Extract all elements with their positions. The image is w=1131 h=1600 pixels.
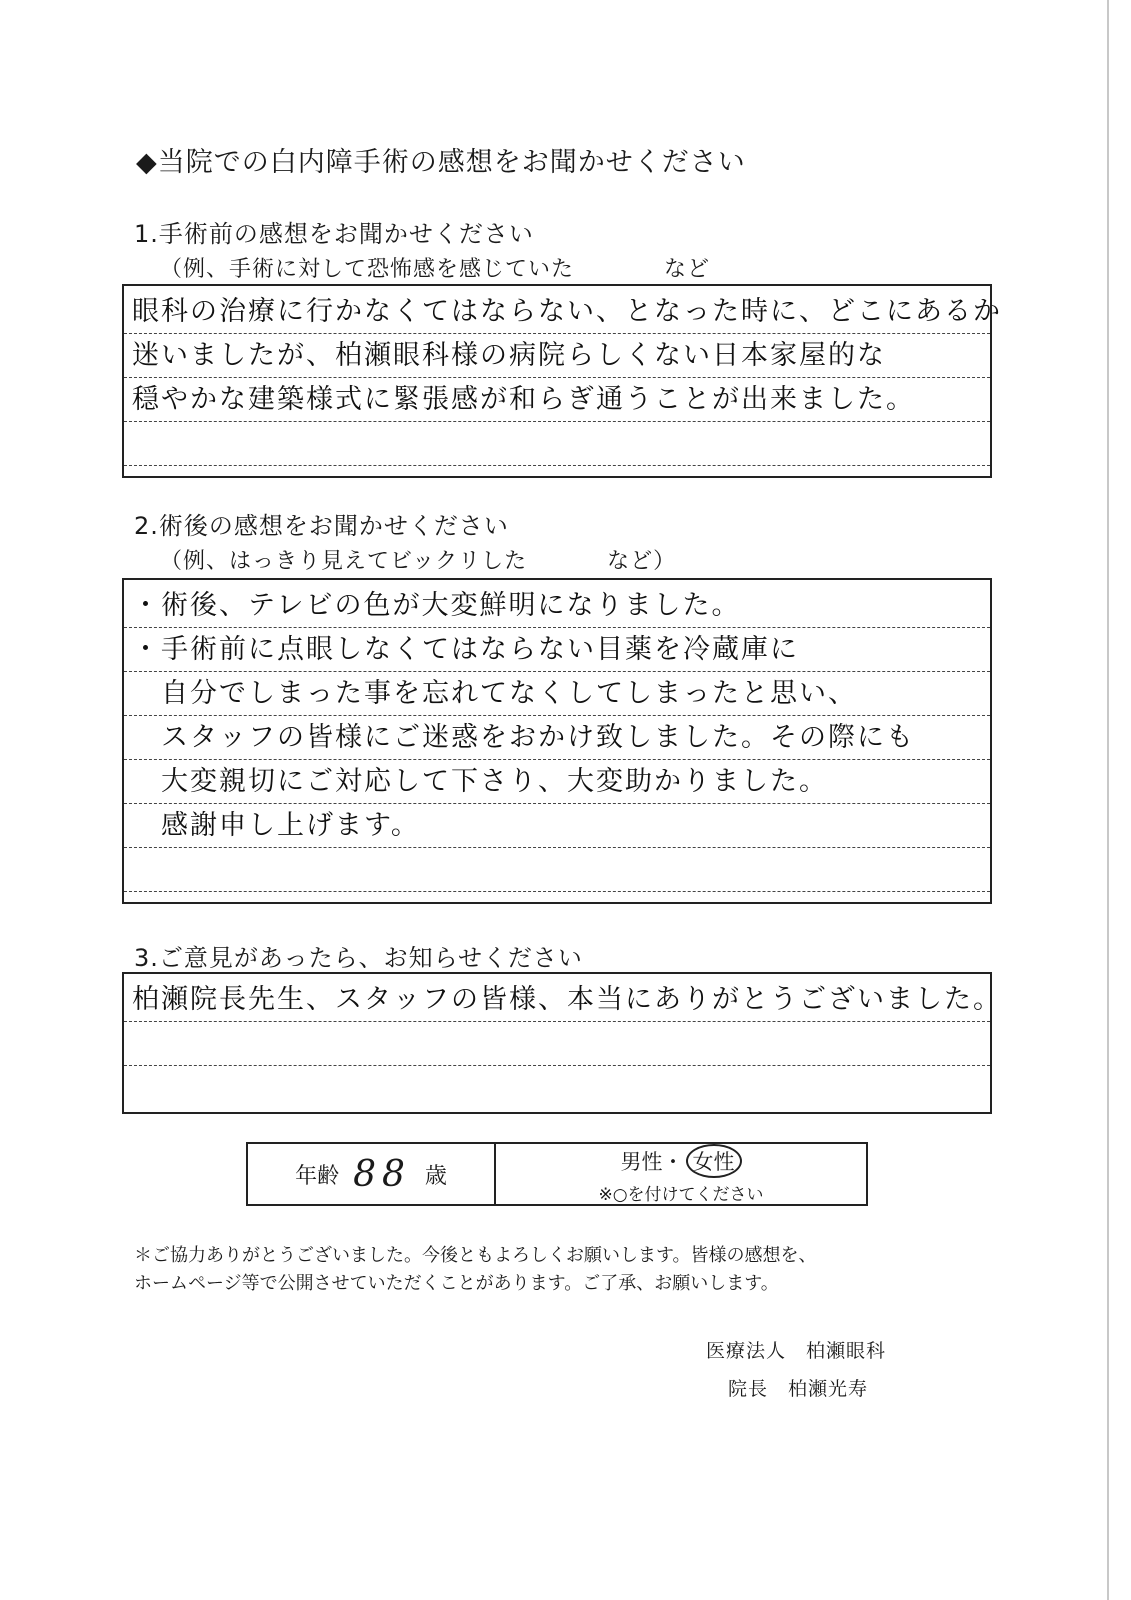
page-edge bbox=[1107, 0, 1109, 1600]
answer-line: 眼科の治療に行かなくてはならない、となった時に、どこにあるか bbox=[124, 290, 990, 334]
gender-cell bbox=[496, 1144, 866, 1204]
question-2-example-text: （例、はっきり見えてビックリした bbox=[160, 549, 528, 574]
answer-line: ・術後、テレビの色が大変鮮明になりました。 bbox=[124, 584, 990, 628]
question-1-answer-box[interactable] bbox=[122, 284, 1002, 478]
answer-line bbox=[124, 848, 990, 892]
gender-instruction: ※○を付けてください bbox=[598, 1184, 764, 1205]
age-value[interactable]: 88 bbox=[353, 1153, 411, 1195]
question-2-example-end: など） bbox=[607, 549, 677, 574]
answer-line bbox=[124, 1066, 990, 1110]
question-1-example-end: など bbox=[664, 257, 711, 282]
question-2-title: 2.術後の感想をお聞かせください bbox=[134, 512, 509, 540]
director-name: 院長 柏瀬光寿 bbox=[728, 1378, 869, 1400]
age-label: 年齢 bbox=[295, 1163, 340, 1189]
clinic-name: 医療法人 柏瀬眼科 bbox=[706, 1340, 887, 1362]
page-title: ◆当院での白内障手術の感想をお聞かせください bbox=[136, 147, 746, 178]
question-3-title: 3.ご意見があったら、お知らせください bbox=[134, 944, 583, 972]
respondent-info-table bbox=[246, 1142, 868, 1206]
gender-option-male[interactable]: 男性・ bbox=[620, 1149, 684, 1174]
answer-line bbox=[124, 422, 990, 466]
question-3-answer-box[interactable] bbox=[122, 972, 1002, 1114]
gender-option-female-selected[interactable]: 女性 bbox=[686, 1144, 742, 1178]
footer-note-line: ホームページ等で公開させていただくことがあります。ご了承、お願いします。 bbox=[134, 1273, 779, 1294]
answer-line: 迷いましたが、柏瀬眼科様の病院らしくない日本家屋的な bbox=[124, 334, 990, 378]
question-1-example-text: （例、手術に対して恐怖感を感じていた bbox=[160, 257, 575, 282]
answer-line: ・手術前に点眼しなくてはならない目薬を冷蔵庫に bbox=[124, 628, 990, 672]
answer-line: 感謝申し上げます。 bbox=[124, 804, 990, 848]
answer-line bbox=[124, 1022, 990, 1066]
gender-options bbox=[621, 1144, 742, 1178]
question-1-title: 1.手術前の感想をお聞かせください bbox=[134, 220, 534, 248]
answer-line: 穏やかな建築様式に緊張感が和らぎ通うことが出来ました。 bbox=[124, 378, 990, 422]
answer-line: 柏瀬院長先生、スタッフの皆様、本当にありがとうございました。 bbox=[124, 978, 990, 1022]
footer-note-line: ＊ご協力ありがとうございました。今後ともよろしくお願いします。皆様の感想を、 bbox=[134, 1245, 817, 1266]
answer-line: 自分でしまった事を忘れてなくしてしまったと思い、 bbox=[124, 672, 990, 716]
question-2-example bbox=[160, 544, 676, 575]
answer-line: 大変親切にご対応して下さり、大変助かりました。 bbox=[124, 760, 990, 804]
question-2-answer-box[interactable] bbox=[122, 578, 992, 904]
age-unit: 歳 bbox=[424, 1163, 447, 1189]
answer-line: スタッフの皆様にご迷惑をおかけ致しました。その際にも bbox=[124, 716, 990, 760]
age-cell bbox=[248, 1144, 496, 1204]
footer-note bbox=[134, 1242, 954, 1298]
question-1-example bbox=[160, 252, 710, 283]
